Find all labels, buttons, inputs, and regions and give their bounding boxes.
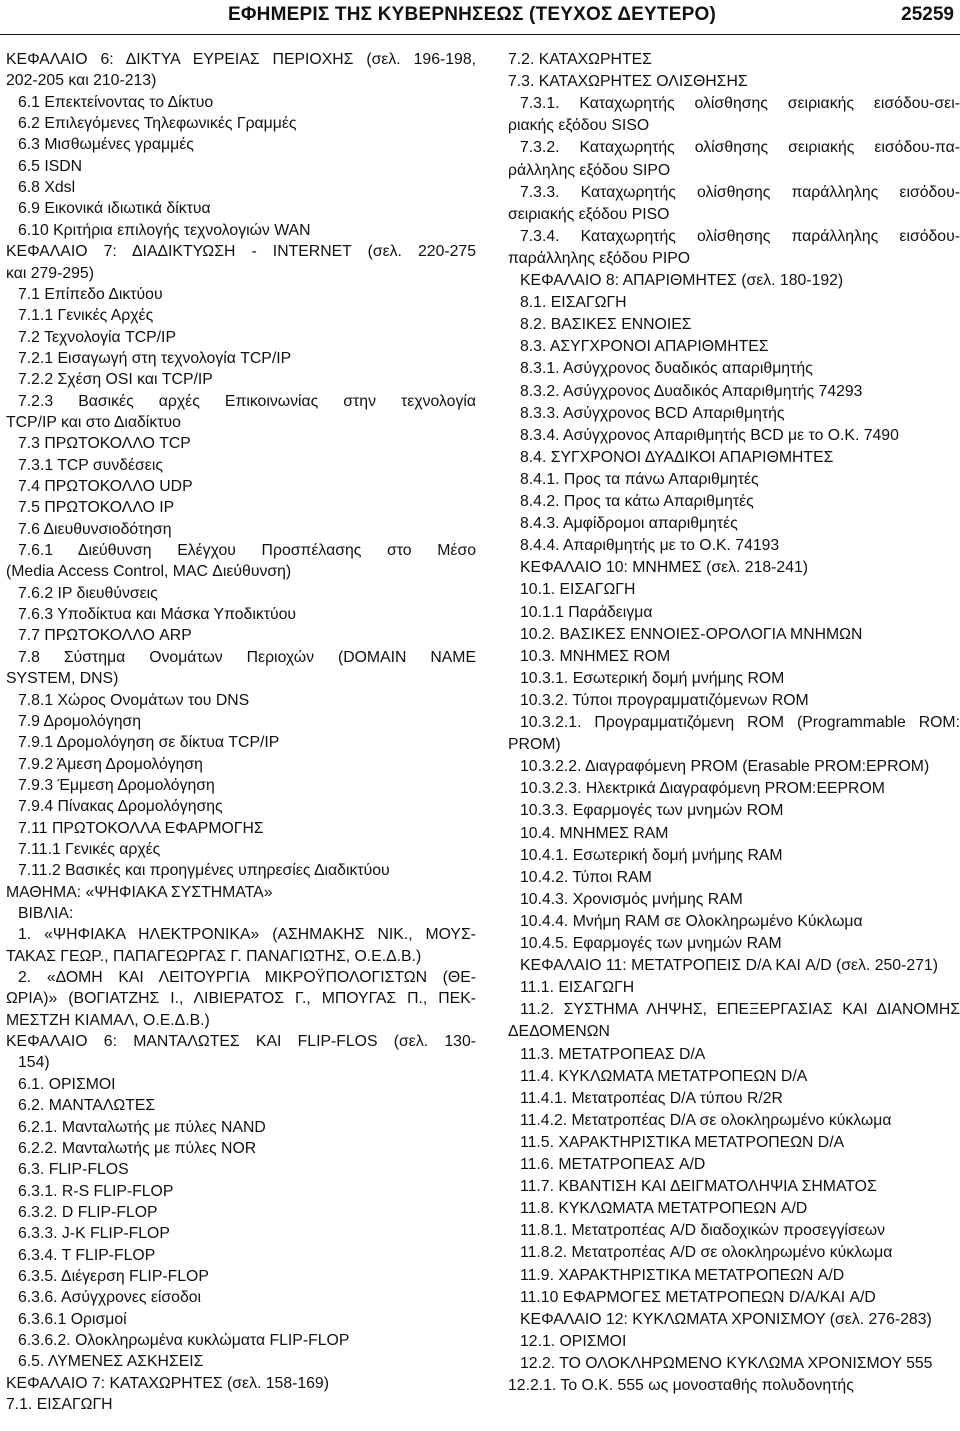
right-column-line: 8.4.1. Προς τα πάνω Απαριθμητές bbox=[520, 470, 759, 488]
left-column-line: 2. «ΔΟΜΗ ΚΑΙ ΛΕΙΤΟΥΡΓΙΑ ΜΙΚΡΟΫΠΟΛΟΓΙΣΤΩΝ (ΘΕ- bbox=[18, 969, 476, 987]
right-column-line: 12.1. ΟΡΙΣΜΟΙ bbox=[520, 1332, 627, 1350]
right-column-line: 10.3.2.3. Ηλεκτρικά Διαγραφόμενη PROM:EEPROM bbox=[520, 780, 885, 798]
right-column-line: 10.1.1 Παράδειγμα bbox=[520, 603, 653, 621]
left-column-line: 7.6.1 Διεύθυνση Ελέγχου Προσπέλασης στο Μέσο bbox=[18, 542, 476, 560]
left-column-line: SYSTEM, DNS) bbox=[6, 670, 119, 688]
right-column-line: 12.2.1. Το Ο.Κ. 555 ως μονοσταθής πολυδονητής bbox=[508, 1377, 854, 1394]
left-column-line: ΩΡΙΑ)» (ΒΟΓΙΑΤΖΗΣ Ι., ΛΙΒΙΕΡΑΤΟΣ Γ., ΜΠΟΥΓΑΣ Π., ΠΕΚ- bbox=[6, 990, 476, 1008]
right-column-line: 8.1. ΕΙΣΑΓΩΓΗ bbox=[520, 294, 627, 312]
right-column-line: 12.2. ΤΟ ΟΛΟΚΛΗΡΩΜΕΝΟ ΚΥΚΛΩΜΑ ΧΡΟΝΙΣΜΟΥ 555 bbox=[520, 1354, 933, 1372]
right-column-line: 10.4.4. Μνήμη RAM σε Ολοκληρωμένο Κύκλωμα bbox=[520, 912, 863, 930]
right-column-line: 11.5. ΧΑΡΑΚΤΗΡΙΣΤΙΚΑ ΜΕΤΑΤΡΟΠΕΩΝ D/A bbox=[520, 1133, 845, 1151]
left-column-line: 6.3.5. Διέγερση FLIP-FLOP bbox=[18, 1267, 209, 1285]
left-column-line: 6.3.6.2. Ολοκληρωμένα κυκλώματα FLIP-FLOP bbox=[18, 1332, 350, 1349]
left-column-line: 7.7 ΠΡΩΤΟΚΟΛΛΟ ARP bbox=[18, 627, 192, 645]
left-column-line: 6.9 Εικονικά ιδιωτικά δίκτυα bbox=[18, 200, 211, 218]
left-column-line: TCP/IP και στο Διαδίκτυο bbox=[6, 413, 181, 431]
right-column-line: 11.2. ΣΥΣΤΗΜΑ ΛΗΨΗΣ, ΕΠΕΞΕΡΓΑΣΙΑΣ ΚΑΙ ΔΙΑΝΟΜΗΣ bbox=[520, 1001, 960, 1019]
left-column-line: 7.8.1 Χώρος Ονομάτων του DNS bbox=[18, 691, 250, 709]
right-column-line: 11.9. ΧΑΡΑΚΤΗΡΙΣΤΙΚΑ ΜΕΤΑΤΡΟΠΕΩΝ A/D bbox=[520, 1266, 845, 1284]
left-column-line: 7.9.3 Έμμεση Δρομολόγηση bbox=[18, 776, 215, 794]
right-column-line: 11.4. ΚΥΚΛΩΜΑΤΑ ΜΕΤΑΤΡΟΠΕΩΝ D/A bbox=[520, 1067, 808, 1085]
left-column-line: 6.3.6. Ασύγχρονες είσοδοι bbox=[18, 1289, 202, 1307]
left-column-line: 7.11.2 Βασικές και προηγμένες υπηρεσίες Διαδικτύου bbox=[18, 862, 390, 880]
right-column-line: 8.4. ΣΥΓΧΡΟΝΟΙ ΔΥΑΔΙΚΟΙ ΑΠΑΡΙΘΜΗΤΕΣ bbox=[520, 448, 834, 466]
right-column-line: 8.3.1. Ασύγχρονος δυαδικός απαριθμητής bbox=[520, 360, 813, 378]
page-header bbox=[0, 0, 960, 36]
left-column-line: 7.6 Διευθυνσιοδότηση bbox=[18, 520, 172, 538]
right-column-line: 10.4.1. Εσωτερική δομή μνήμης RAM bbox=[520, 846, 783, 864]
right-column-line: ΚΕΦΑΛΑΙΟ 10: ΜΝΗΜΕΣ (σελ. 218-241) bbox=[520, 559, 809, 577]
left-column-line: 6.2 Επιλεγόμενες Τηλεφωνικές Γραμμές bbox=[18, 115, 297, 133]
left-column-line: (Media Access Control, MAC Διεύθυνση) bbox=[6, 563, 292, 581]
right-column-line: 10.3. ΜΝΗΜΕΣ ROM bbox=[520, 647, 671, 665]
left-column-line: 7.11 ΠΡΩΤΟΚΟΛΛΑ ΕΦΑΡΜΟΓΗΣ bbox=[18, 819, 264, 837]
right-column-line: 11.1. ΕΙΣΑΓΩΓΗ bbox=[520, 979, 635, 997]
right-column-line: 10.4.2. Τύποι RAM bbox=[520, 868, 652, 886]
right-column-line: 8.4.3. Αμφίδρομοι απαριθμητές bbox=[520, 515, 738, 533]
left-column-line: ΜΑΘΗΜΑ: «ΨΗΦΙΑΚΑ ΣΥΣΤΗΜΑΤΑ» bbox=[6, 883, 273, 901]
left-column-line: ΒΙΒΛΙΑ: bbox=[18, 905, 74, 922]
left-column-line: ΚΕΦΑΛΑΙΟ 6: ΜΑΝΤΑΛΩΤΕΣ ΚΑΙ FLIP-FLOS (σελ. 130- bbox=[6, 1033, 476, 1051]
left-column-line: 6.3.1. R-S FLIP-FLOP bbox=[18, 1182, 174, 1200]
left-column-line: 7.6.3 Υποδίκτυα και Μάσκα Υποδικτύου bbox=[18, 606, 297, 624]
header-rule bbox=[0, 34, 960, 35]
left-column-line: 7.2.3 Βασικές αρχές Επικοινωνίας στην τεχνολογία bbox=[18, 392, 476, 410]
left-column-line: 7.1. ΕΙΣΑΓΩΓΗ bbox=[6, 1396, 113, 1414]
left-column-line: 6.8 Xdsl bbox=[18, 179, 76, 197]
left-column-line: 7.2 Τεχνολογία TCP/IP bbox=[18, 328, 176, 346]
right-column-line: 11.10 ΕΦΑΡΜΟΓΕΣ ΜΕΤΑΤΡΟΠΕΩΝ D/A/ΚΑΙ A/D bbox=[520, 1288, 876, 1306]
right-column-line: 11.8. ΚΥΚΛΩΜΑΤΑ ΜΕΤΑΤΡΟΠΕΩΝ A/D bbox=[520, 1200, 808, 1218]
right-column-line: 7.3.3. Καταχωρητής ολίσθησης παράλληλης εισόδου- bbox=[520, 183, 960, 201]
right-column-line: 7.3.1. Καταχωρητής ολίσθησης σειριακής εισόδου-σει- bbox=[520, 95, 960, 113]
left-column-line: 202-205 και 210-213) bbox=[6, 72, 157, 90]
left-column-line: ΚΕΦΑΛΑΙΟ 7: ΔΙΑΔΙΚΤΥΩΣΗ - INTERNET (σελ. 220-275 bbox=[6, 243, 476, 261]
right-column-line: 7.3.4. Καταχωρητής ολίσθησης παράλληλης εισόδου- bbox=[520, 227, 960, 245]
right-column-line: ΚΕΦΑΛΑΙΟ 8: ΑΠΑΡΙΘΜΗΤΕΣ (σελ. 180-192) bbox=[520, 272, 844, 289]
right-column-line: 10.4.5. Εφαρμογές των μνημών RAM bbox=[520, 935, 782, 952]
left-column-line: 7.4 ΠΡΩΤΟΚΟΛΛΟ UDP bbox=[18, 478, 193, 495]
left-column-line: 6.10 Κριτήρια επιλογής τεχνολογιών WAN bbox=[18, 221, 311, 239]
left-column-line: ΜΕΣΤΖΗ ΚΙΑΜΑΛ, Ο.Ε.Δ.Β.) bbox=[6, 1011, 210, 1029]
right-column-line: PROM) bbox=[508, 736, 561, 754]
right-column-line: ριακής εξόδου SISO bbox=[508, 117, 650, 135]
right-column-line: 8.3. ΑΣΥΓΧΡΟΝΟΙ ΑΠΑΡΙΘΜΗΤΕΣ bbox=[520, 338, 769, 356]
gazette-title: ΕΦΗΜΕΡΙΣ ΤΗΣ ΚΥΒΕΡΝΗΣΕΩΣ (ΤΕΥΧΟΣ ΔΕΥΤΕΡΟ) bbox=[228, 4, 716, 25]
right-column-line: 8.3.2. Ασύγχρονος Δυαδικός Απαριθμητής 74293 bbox=[520, 382, 863, 400]
right-column-line: 10.4.3. Χρονισμός μνήμης RAM bbox=[520, 890, 743, 908]
right-column-line: 11.7. ΚΒΑΝΤΙΣΗ ΚΑΙ ΔΕΙΓΜΑΤΟΛΗΨΙΑ ΣΗΜΑΤΟΣ bbox=[520, 1178, 877, 1196]
left-column-line: 6.3. FLIP-FLOS bbox=[18, 1161, 129, 1179]
right-column-line: 11.6. ΜΕΤΑΤΡΟΠΕΑΣ A/D bbox=[520, 1156, 706, 1173]
right-column-line: 10.4. ΜΝΗΜΕΣ RAM bbox=[520, 824, 669, 842]
left-column-line: 7.5 ΠΡΩΤΟΚΟΛΛΟ IP bbox=[18, 499, 175, 517]
left-column-line: 6.3.6.1 Ορισμοί bbox=[18, 1310, 127, 1328]
left-column-line: 7.1.1 Γενικές Αρχές bbox=[18, 307, 154, 325]
left-column-line: 7.11.1 Γενικές αρχές bbox=[18, 840, 161, 858]
right-column-line: 11.4.1. Μετατροπέας D/A τύπου R/2R bbox=[520, 1089, 783, 1107]
left-column-line: ΚΕΦΑΛΑΙΟ 6: ΔΙΚΤΥΑ ΕΥΡΕΙΑΣ ΠΕΡΙΟΧΗΣ (σελ. 196-198, bbox=[6, 51, 476, 68]
right-column-line: 7.3. ΚΑΤΑΧΩΡΗΤΕΣ ΟΛΙΣΘΗΣΗΣ bbox=[508, 73, 748, 91]
right-column-line: 11.3. ΜΕΤΑΤΡΟΠΕΑΣ D/A bbox=[520, 1045, 706, 1063]
left-column-line: 6.3 Μισθωμένες γραμμές bbox=[18, 136, 194, 154]
right-column-line: 10.3.2.1. Προγραμματιζόμενη ROM (Programmable ROM: bbox=[520, 714, 960, 731]
right-column-line: 7.3.2. Καταχωρητής ολίσθησης σειριακής εισόδου-πα- bbox=[520, 139, 960, 157]
left-column-line: 6.5. ΛΥΜΕΝΕΣ ΑΣΚΗΣΕΙΣ bbox=[18, 1353, 204, 1371]
left-column-line: 7.2.1 Εισαγωγή στη τεχνολογία TCP/IP bbox=[18, 349, 292, 367]
right-column-line: 8.4.4. Απαριθμητής με το Ο.Κ. 74193 bbox=[520, 537, 780, 555]
right-column-line: 11.8.1. Μετατροπέας A/D διαδοχικών προσεγγίσεων bbox=[520, 1222, 885, 1240]
page-number: 25259 bbox=[901, 4, 954, 25]
right-column-line: 8.3.4. Ασύγχρονος Απαριθμητής BCD με το Ο.Κ. 7490 bbox=[520, 426, 899, 444]
left-column-line: 7.3 ΠΡΩΤΟΚΟΛΛΟ TCP bbox=[18, 435, 191, 453]
right-column-line: 7.2. ΚΑΤΑΧΩΡΗΤΕΣ bbox=[508, 51, 652, 68]
left-column-line: 7.9 Δρομολόγηση bbox=[18, 712, 142, 730]
right-column-line: 10.3.2.2. Διαγραφόμενη PROM (Erasable PROM:EPROM) bbox=[520, 758, 930, 776]
left-column-line: 6.2.2. Μανταλωτής με πύλες NOR bbox=[18, 1139, 257, 1157]
left-column-line: 7.6.2 IP διευθύνσεις bbox=[18, 584, 158, 602]
left-column-line: 6.3.3. J-K FLIP-FLOP bbox=[18, 1225, 170, 1243]
right-column-line: σειριακής εξόδου PISO bbox=[508, 205, 670, 223]
left-column-line: 7.2.2 Σχέση OSI και TCP/IP bbox=[18, 371, 213, 389]
left-column-line: 6.1. ΟΡΙΣΜΟΙ bbox=[18, 1075, 116, 1093]
right-column-line: ΔΕΔΟΜΕΝΩΝ bbox=[508, 1023, 610, 1041]
right-column-line: παράλληλης εξόδου PIPO bbox=[508, 249, 691, 267]
right-column-line: 10.3.2. Τύποι προγραμματιζόμενων ROM bbox=[520, 691, 809, 709]
right-column-line: ΚΕΦΑΛΑΙΟ 11: ΜΕΤΑΤΡΟΠΕΙΣ D/A ΚΑΙ A/D (σελ. 250-271) bbox=[520, 957, 938, 975]
left-column-line: 7.1 Επίπεδο Δικτύου bbox=[18, 285, 163, 303]
left-column-line: 7.9.4 Πίνακας Δρομολόγησης bbox=[18, 798, 223, 816]
left-column-line: 6.2. ΜΑΝΤΑΛΩΤΕΣ bbox=[18, 1097, 156, 1115]
right-column-line: 10.2. ΒΑΣΙΚΕΣ ΕΝΝΟΙΕΣ-ΟΡΟΛΟΓΙΑ ΜΝΗΜΩΝ bbox=[520, 625, 863, 643]
right-column-line: 10.3.1. Εσωτερική δομή μνήμης ROM bbox=[520, 669, 785, 687]
left-column-line: 6.3.2. D FLIP-FLOP bbox=[18, 1203, 158, 1221]
right-column-line: 8.3.3. Ασύγχρονος BCD Απαριθμητής bbox=[520, 404, 785, 422]
left-column-line: 6.1 Επεκτείνοντας το Δίκτυο bbox=[18, 93, 214, 111]
left-column-line: 6.5 ISDN bbox=[18, 157, 83, 175]
left-column-line: 7.8 Σύστημα Ονομάτων Περιοχών (DOMAIN NAME bbox=[18, 648, 476, 666]
right-column-line: 11.8.2. Μετατροπέας A/D σε ολοκληρωμένο κύκλωμα bbox=[520, 1244, 893, 1262]
left-column-line: 7.3.1 TCP συνδέσεις bbox=[18, 456, 163, 474]
left-column-line: 6.2.1. Μανταλωτής με πύλες NAND bbox=[18, 1118, 266, 1136]
right-column-line: 8.4.2. Προς τα κάτω Απαριθμητές bbox=[520, 493, 754, 510]
left-column-line: ΚΕΦΑΛΑΙΟ 7: ΚΑΤΑΧΩΡΗΤΕΣ (σελ. 158-169) bbox=[6, 1374, 329, 1392]
left-column-line: 154) bbox=[18, 1054, 50, 1072]
left-column-line: και 279-295) bbox=[6, 264, 94, 282]
right-column-line: 8.2. ΒΑΣΙΚΕΣ ΕΝΝΟΙΕΣ bbox=[520, 316, 692, 334]
right-column-line: ράλληλης εξόδου SIPO bbox=[508, 161, 671, 179]
left-column-line: 6.3.4. T FLIP-FLOP bbox=[18, 1246, 156, 1264]
left-column-line: ΤΑΚΑΣ ΓΕΩΡ., ΠΑΠΑΓΕΩΡΓΑΣ Γ. ΠΑΝΑΓΙΩΤΗΣ, Ο.Ε.Δ.Β.) bbox=[6, 947, 422, 965]
right-column-line: 11.4.2. Μετατροπέας D/A σε ολοκληρωμένο κύκλωμα bbox=[520, 1111, 892, 1129]
right-column-line: 10.3.3. Εφαρμογές των μνημών ROM bbox=[520, 802, 784, 820]
left-column-line: 7.9.1 Δρομολόγηση σε δίκτυα TCP/IP bbox=[18, 734, 280, 752]
right-column-line: 10.1. ΕΙΣΑΓΩΓΗ bbox=[520, 581, 636, 599]
left-column-line: 1. «ΨΗΦΙΑΚΑ ΗΛΕΚΤΡΟΝΙΚΑ» (ΑΣΗΜΑΚΗΣ ΝΙΚ., ΜΟΥΣ- bbox=[18, 926, 476, 944]
right-column-line: ΚΕΦΑΛΑΙΟ 12: ΚΥΚΛΩΜΑΤΑ ΧΡΟΝΙΣΜΟΥ (σελ. 276-283) bbox=[520, 1310, 932, 1328]
left-column-line: 7.9.2 Άμεση Δρομολόγηση bbox=[18, 755, 203, 773]
